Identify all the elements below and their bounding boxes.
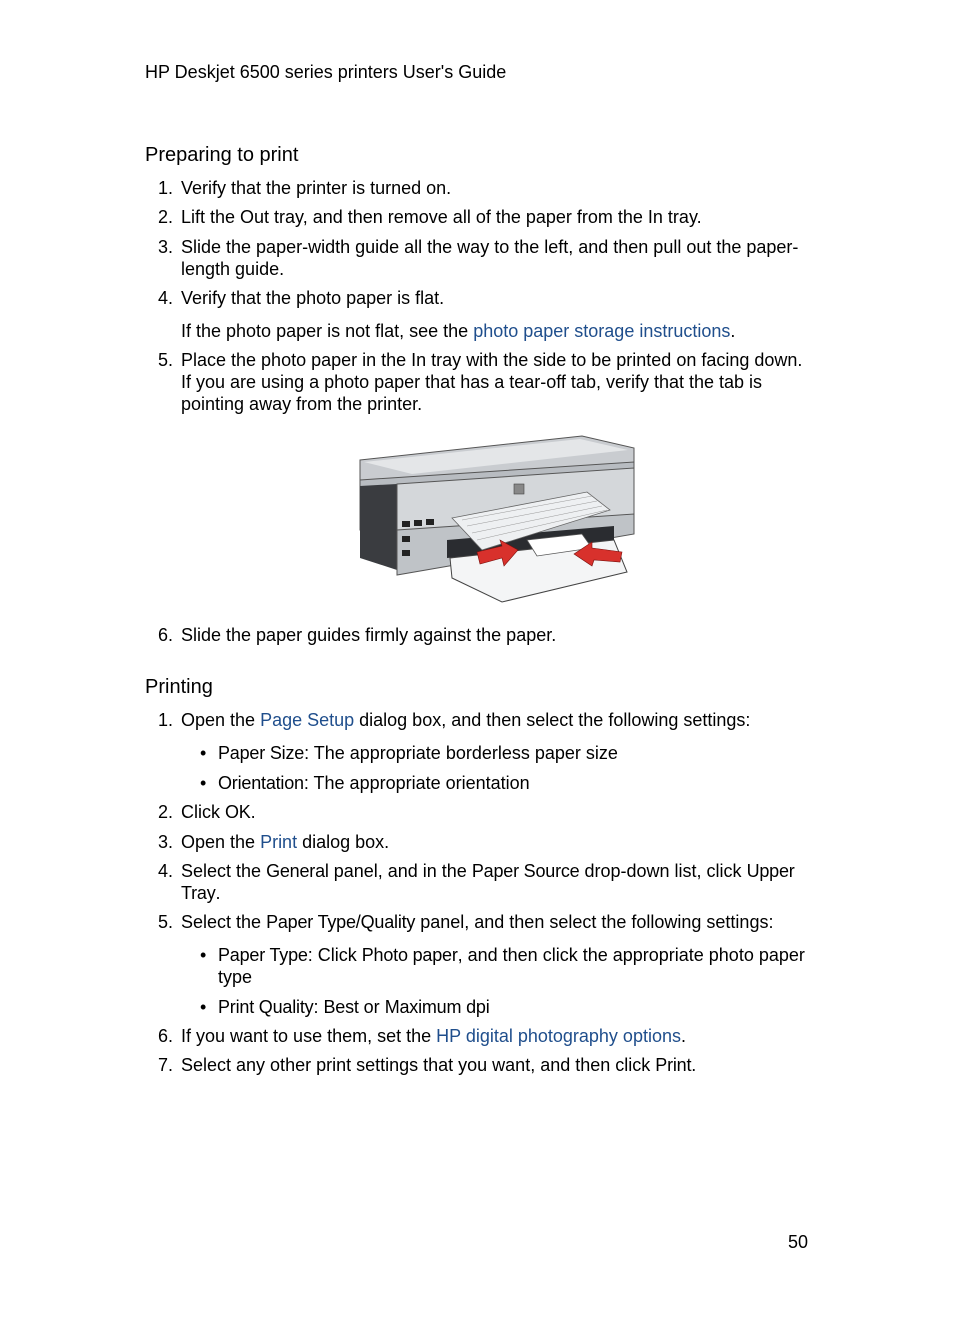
text: :: [313, 997, 324, 1017]
list-text: [181, 801, 817, 823]
text: .: [250, 802, 256, 822]
list-text: Verify that the printer is turned on.: [181, 178, 452, 198]
ui-term: Tray: [181, 883, 216, 903]
list-text: [181, 1025, 817, 1047]
text: .: [680, 1026, 686, 1046]
page-setup-link[interactable]: Page Setup: [260, 710, 355, 730]
page-header: HP Deskjet 6500 series printers User's Guide: [145, 62, 507, 82]
text: , and then click the appropriate photo paper: [457, 945, 805, 965]
bullet-icon: •: [200, 773, 207, 793]
text: : The appropriate borderless paper size: [304, 743, 618, 763]
line: length guide.: [181, 259, 285, 279]
list-number: 7.: [157, 1055, 173, 1075]
list-text: Verify that the photo paper is flat.: [181, 288, 445, 308]
ui-term: Paper Size: [218, 743, 305, 763]
list-text: [181, 860, 817, 904]
note-paragraph: [181, 320, 815, 342]
bullet-icon: •: [200, 945, 207, 965]
text: Select any other print settings that you want, and then click: [181, 1055, 656, 1075]
list-number: 4.: [157, 288, 173, 308]
text: panel, and in the: [328, 861, 472, 881]
ui-term: Print Quality: [218, 997, 314, 1017]
bullet-text: [218, 742, 815, 764]
ui-term: General: [266, 861, 329, 881]
list-number: 6.: [157, 625, 173, 645]
ui-term: Maximum dpi: [384, 997, 490, 1017]
list-text: Lift the Out tray, and then remove all of the paper from the In tray.: [181, 207, 702, 227]
line: pointing away from the printer.: [181, 394, 423, 414]
list-number: 1.: [157, 178, 173, 198]
text: : The appropriate orientation: [303, 773, 530, 793]
page-number: 50: [788, 1232, 809, 1252]
text: panel, and then select the following settings:: [415, 912, 774, 932]
ui-term: Best: [323, 997, 359, 1017]
text: Select the: [181, 912, 267, 932]
printer-illustration: [352, 430, 638, 605]
list-text: [181, 1054, 817, 1076]
hp-digital-photography-link[interactable]: HP digital photography options: [436, 1026, 681, 1046]
text: dialog box, and then select the following settings:: [354, 710, 751, 730]
text: drop-down list, click: [579, 861, 747, 881]
ui-term: Paper Type: [218, 945, 308, 965]
ui-term: Photo paper: [361, 945, 458, 965]
list-text: [181, 349, 817, 415]
list-number: 5.: [157, 350, 173, 370]
print-link[interactable]: Print: [260, 832, 298, 852]
text: .: [215, 883, 221, 903]
text: type: [218, 967, 253, 987]
storage-instructions-link[interactable]: photo paper storage instructions: [473, 321, 731, 341]
text: If you want to use them, set the: [181, 1026, 437, 1046]
bullet-text: [218, 944, 815, 988]
text: Open the: [181, 832, 261, 852]
ui-term: Upper: [746, 861, 795, 881]
text: Select the: [181, 861, 267, 881]
list-text: [181, 236, 817, 280]
text: : Click: [307, 945, 362, 965]
line: If you are using a photo paper that has a tear-off tab, verify that the tab is: [181, 372, 763, 392]
list-number: 2.: [157, 207, 173, 227]
list-number: 3.: [157, 832, 173, 852]
text: If the photo paper is not flat, see the: [181, 321, 474, 341]
list-text: [181, 911, 817, 933]
text: .: [691, 1055, 697, 1075]
list-number: 1.: [157, 710, 173, 730]
section-title-preparing: Preparing to print: [145, 144, 299, 166]
list-number: 3.: [157, 237, 173, 257]
text: Open the: [181, 710, 261, 730]
list-number: 6.: [157, 1026, 173, 1046]
list-text: [181, 831, 817, 853]
bullet-icon: •: [200, 997, 207, 1017]
bullet-icon: •: [200, 743, 207, 763]
list-number: 4.: [157, 861, 173, 881]
bullet-text: [218, 772, 815, 794]
ui-term: Print: [655, 1055, 692, 1075]
list-number: 5.: [157, 912, 173, 932]
bullet-text: [218, 996, 815, 1018]
ui-term: Paper Type/Quality: [266, 912, 416, 932]
section-title-printing: Printing: [145, 676, 213, 698]
text: or: [358, 997, 385, 1017]
list-number: 2.: [157, 802, 173, 822]
text: .: [730, 321, 736, 341]
line: Slide the paper-width guide all the way to the left, and then pull out the paper-: [181, 237, 799, 257]
text: Click: [181, 802, 225, 822]
ui-term: Paper Source: [471, 861, 580, 881]
list-text: Slide the paper guides firmly against the paper.: [181, 625, 557, 645]
text: dialog box.: [297, 832, 390, 852]
ui-term: OK: [225, 802, 251, 822]
line: Place the photo paper in the In tray with the side to be printed on facing down.: [181, 350, 803, 370]
list-text: [181, 709, 817, 731]
ui-term: Orientation: [218, 773, 304, 793]
